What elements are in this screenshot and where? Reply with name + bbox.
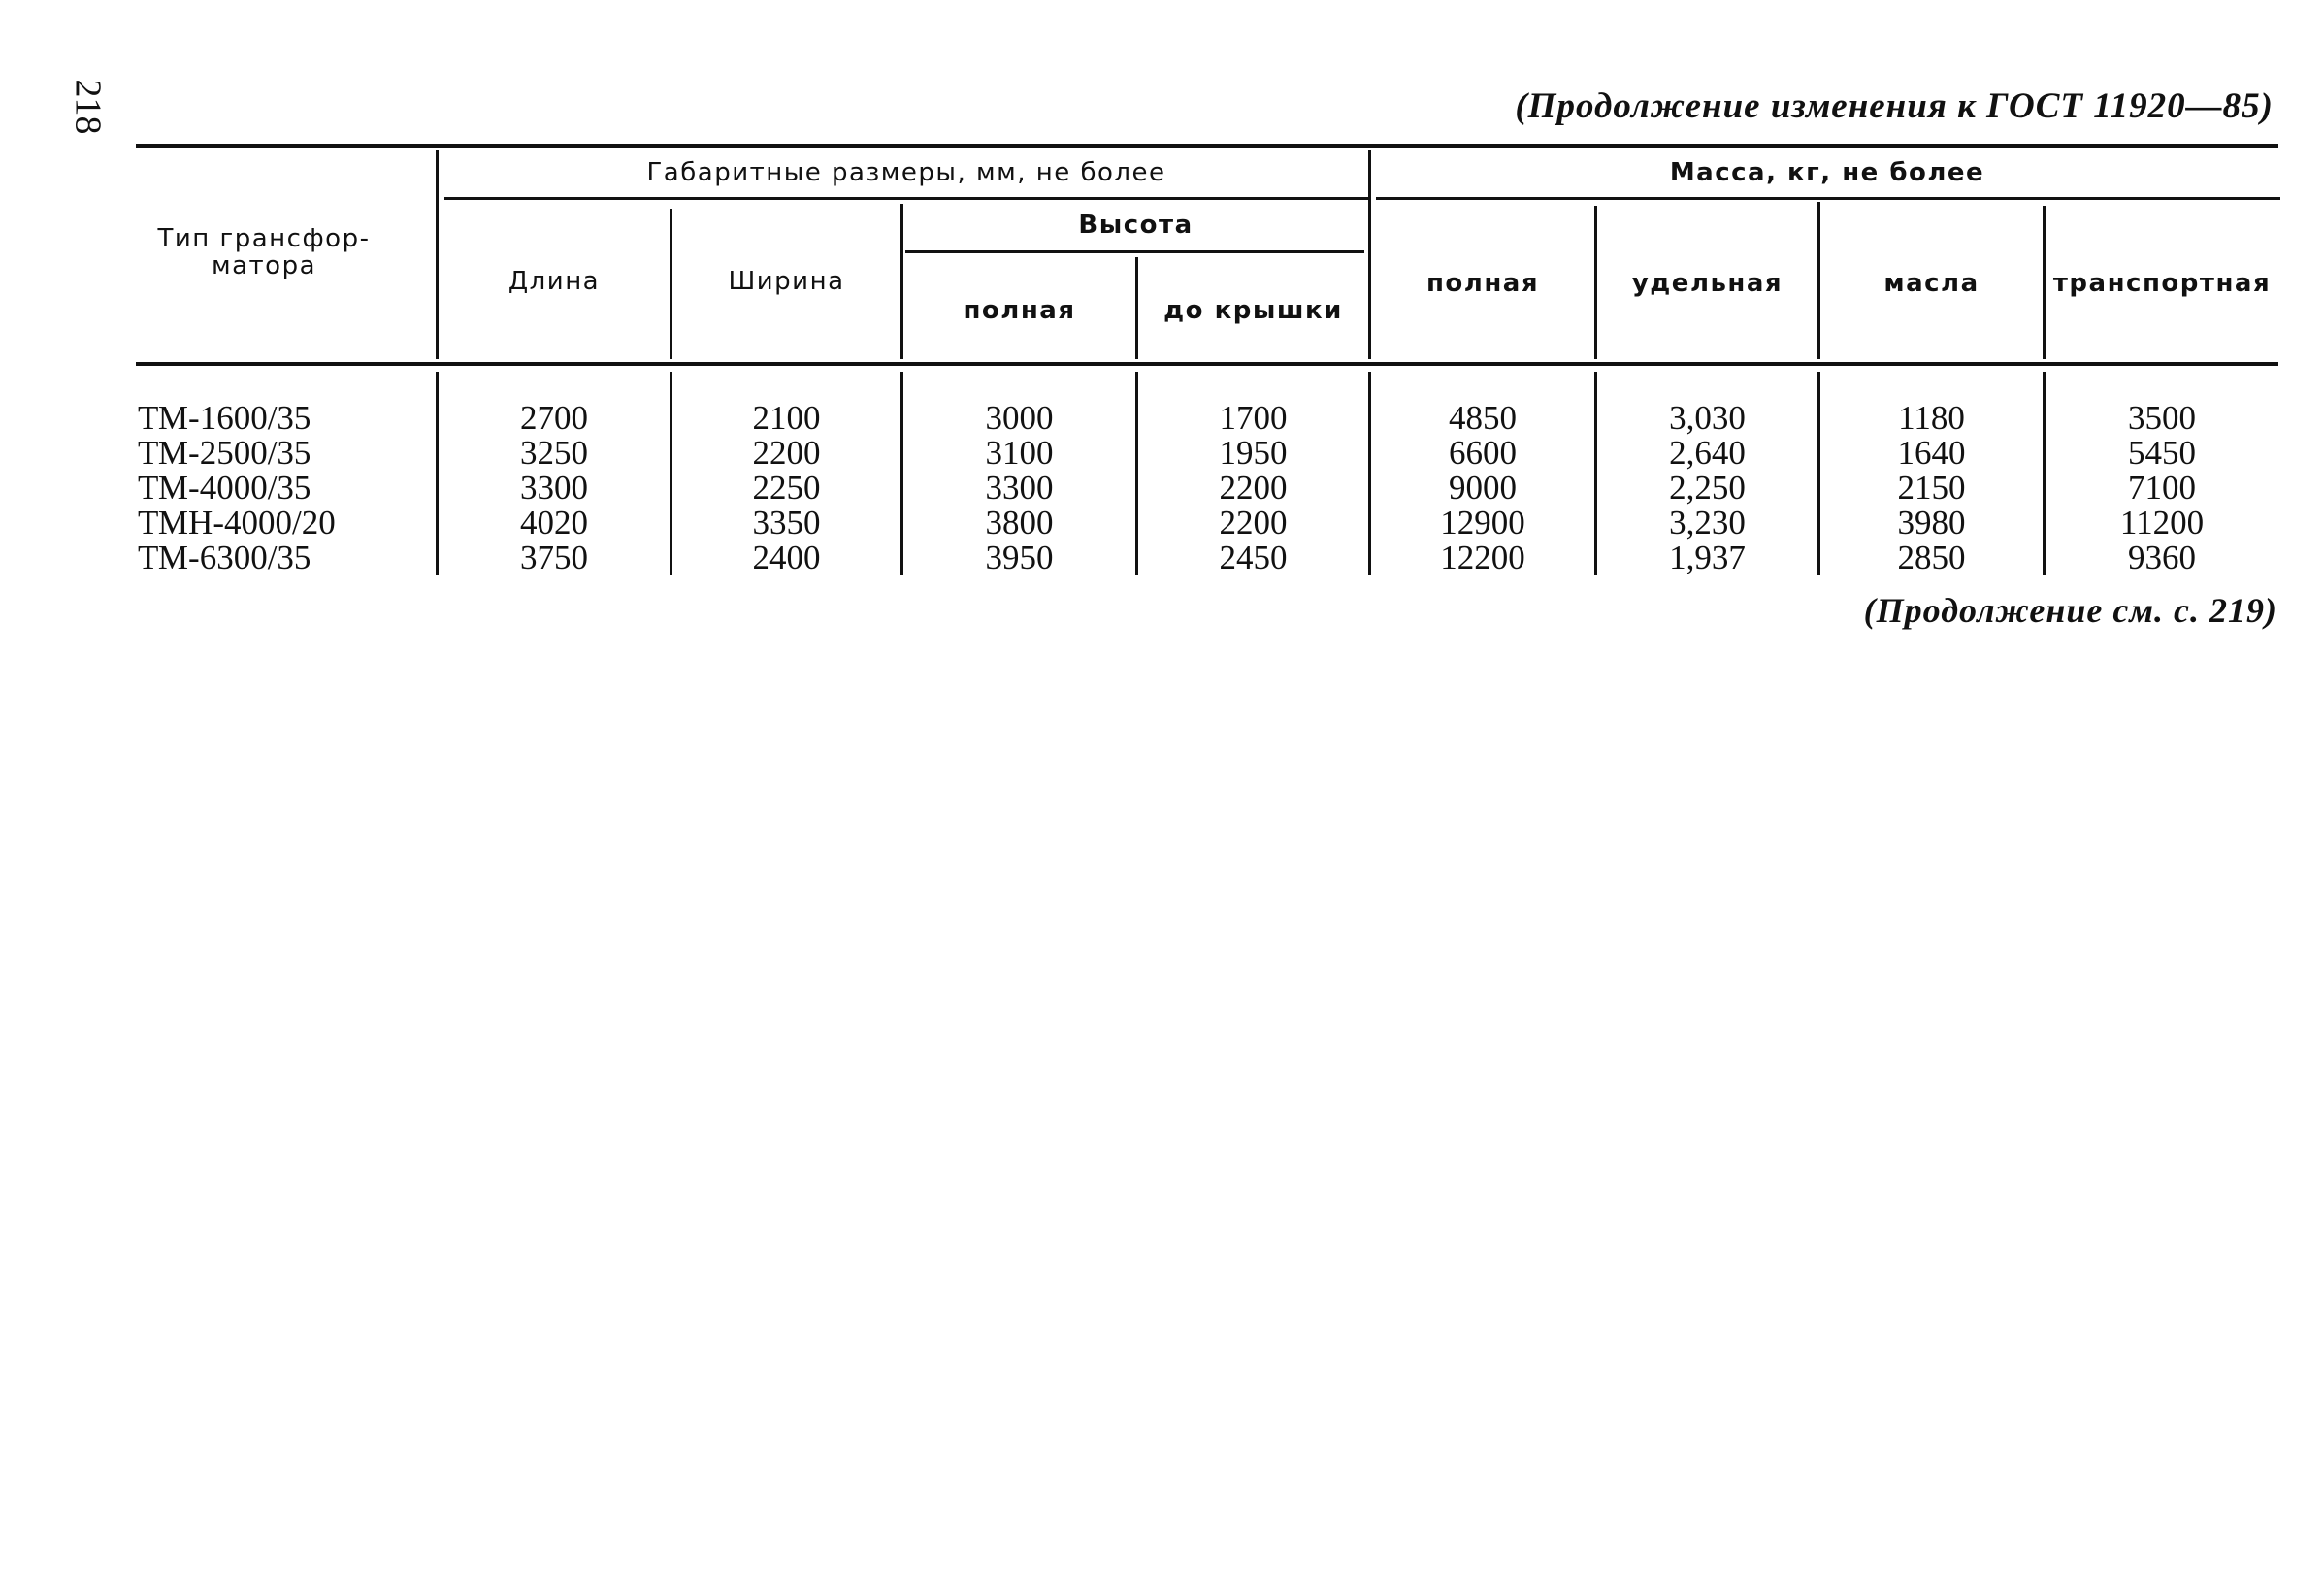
height-group-rule (905, 250, 1364, 253)
table-cell-mass-transport: 5450 (2128, 434, 2196, 472)
header-height-full: полная (963, 296, 1076, 325)
header-mass: Масса, кг, не более (1669, 158, 1985, 187)
table-cell-mass-specific: 3,230 (1669, 504, 1746, 541)
table-cell-mass-oil: 3980 (1897, 504, 1966, 541)
continuation-note: (Продолжение см. с. 219) (1863, 591, 2277, 630)
header-dimensions: Габаритные размеры, мм, не более (646, 158, 1166, 187)
table-cell-length: 3300 (520, 469, 588, 507)
header-divider-dimensions (1368, 150, 1371, 359)
header-type: Тип грансфор-матора (157, 224, 371, 280)
table-cell-type: ТМ-2500/35 (138, 434, 311, 472)
table-cell-mass-transport: 9360 (2128, 539, 2196, 576)
column-mass-transport (2046, 401, 2278, 575)
table-cell-height-full: 3000 (985, 399, 1054, 437)
table-cell-mass-full: 6600 (1449, 434, 1517, 472)
table-cell-height-full: 3300 (985, 469, 1054, 507)
header-length: Длина (507, 267, 601, 296)
column-mass-full (1371, 401, 1594, 575)
table-cell-height-to-lid: 1700 (1219, 399, 1288, 437)
table-cell-length: 3750 (520, 539, 588, 576)
table-cell-mass-oil: 2150 (1897, 469, 1966, 507)
column-mass-specific (1597, 401, 1817, 575)
table-cell-height-to-lid: 2200 (1219, 504, 1288, 541)
table-cell-type: ТМН-4000/20 (138, 504, 336, 541)
table-cell-width: 2100 (752, 399, 821, 437)
table-cell-height-full: 3950 (985, 539, 1054, 576)
table-cell-mass-specific: 2,640 (1669, 434, 1746, 472)
table-top-rule (136, 144, 2278, 148)
column-type (138, 401, 336, 575)
dimensions-group-rule (444, 197, 1370, 200)
table-cell-mass-oil: 1640 (1897, 434, 1966, 472)
column-height-full (903, 401, 1135, 575)
table-cell-mass-oil: 1180 (1898, 399, 1965, 437)
table-cell-mass-specific: 1,937 (1669, 539, 1746, 576)
mass-group-rule (1376, 197, 2280, 200)
table-cell-length: 3250 (520, 434, 588, 472)
table-cell-mass-specific: 3,030 (1669, 399, 1746, 437)
header-mass-oil: масла (1883, 269, 1980, 298)
header-height-to-lid: до крышки (1163, 296, 1343, 325)
table-cell-height-to-lid: 1950 (1219, 434, 1288, 472)
table-cell-width: 2250 (752, 469, 821, 507)
column-width (672, 401, 900, 575)
page-number: 218 (67, 79, 109, 135)
column-mass-oil (1820, 401, 2043, 575)
table-cell-height-to-lid: 2450 (1219, 539, 1288, 576)
running-head: (Продолжение изменения к ГОСТ 11920—85) (1515, 86, 2274, 126)
table-cell-type: ТМ-6300/35 (138, 539, 311, 576)
column-length (439, 401, 670, 575)
table-cell-mass-full: 12900 (1440, 504, 1525, 541)
header-height: Высота (1078, 211, 1194, 240)
table-cell-width: 2200 (752, 434, 821, 472)
table-cell-length: 2700 (520, 399, 588, 437)
table-cell-width: 2400 (752, 539, 821, 576)
table-cell-height-full: 3800 (985, 504, 1054, 541)
table-cell-mass-transport: 3500 (2128, 399, 2196, 437)
table-cell-type: ТМ-1600/35 (138, 399, 311, 437)
table-cell-mass-oil: 2850 (1897, 539, 1966, 576)
header-divider-type (436, 150, 439, 359)
table-cell-mass-full: 4850 (1449, 399, 1517, 437)
table-cell-type: ТМ-4000/35 (138, 469, 311, 507)
header-mass-transport: транспортная (2052, 269, 2272, 298)
table-cell-mass-full: 12200 (1440, 539, 1525, 576)
header-mass-specific: удельная (1631, 269, 1784, 298)
table-cell-height-full: 3100 (985, 434, 1054, 472)
header-width: Ширина (728, 267, 845, 296)
table-cell-length: 4020 (520, 504, 588, 541)
table-cell-mass-specific: 2,250 (1669, 469, 1746, 507)
header-mass-full: полная (1425, 269, 1540, 298)
table-cell-mass-transport: 11200 (2119, 504, 2205, 541)
header-bottom-rule (136, 362, 2278, 366)
table-cell-mass-transport: 7100 (2128, 469, 2196, 507)
table-cell-width: 3350 (752, 504, 821, 541)
table-cell-mass-full: 9000 (1449, 469, 1517, 507)
table-cell-height-to-lid: 2200 (1219, 469, 1288, 507)
column-height-to-lid (1138, 401, 1368, 575)
